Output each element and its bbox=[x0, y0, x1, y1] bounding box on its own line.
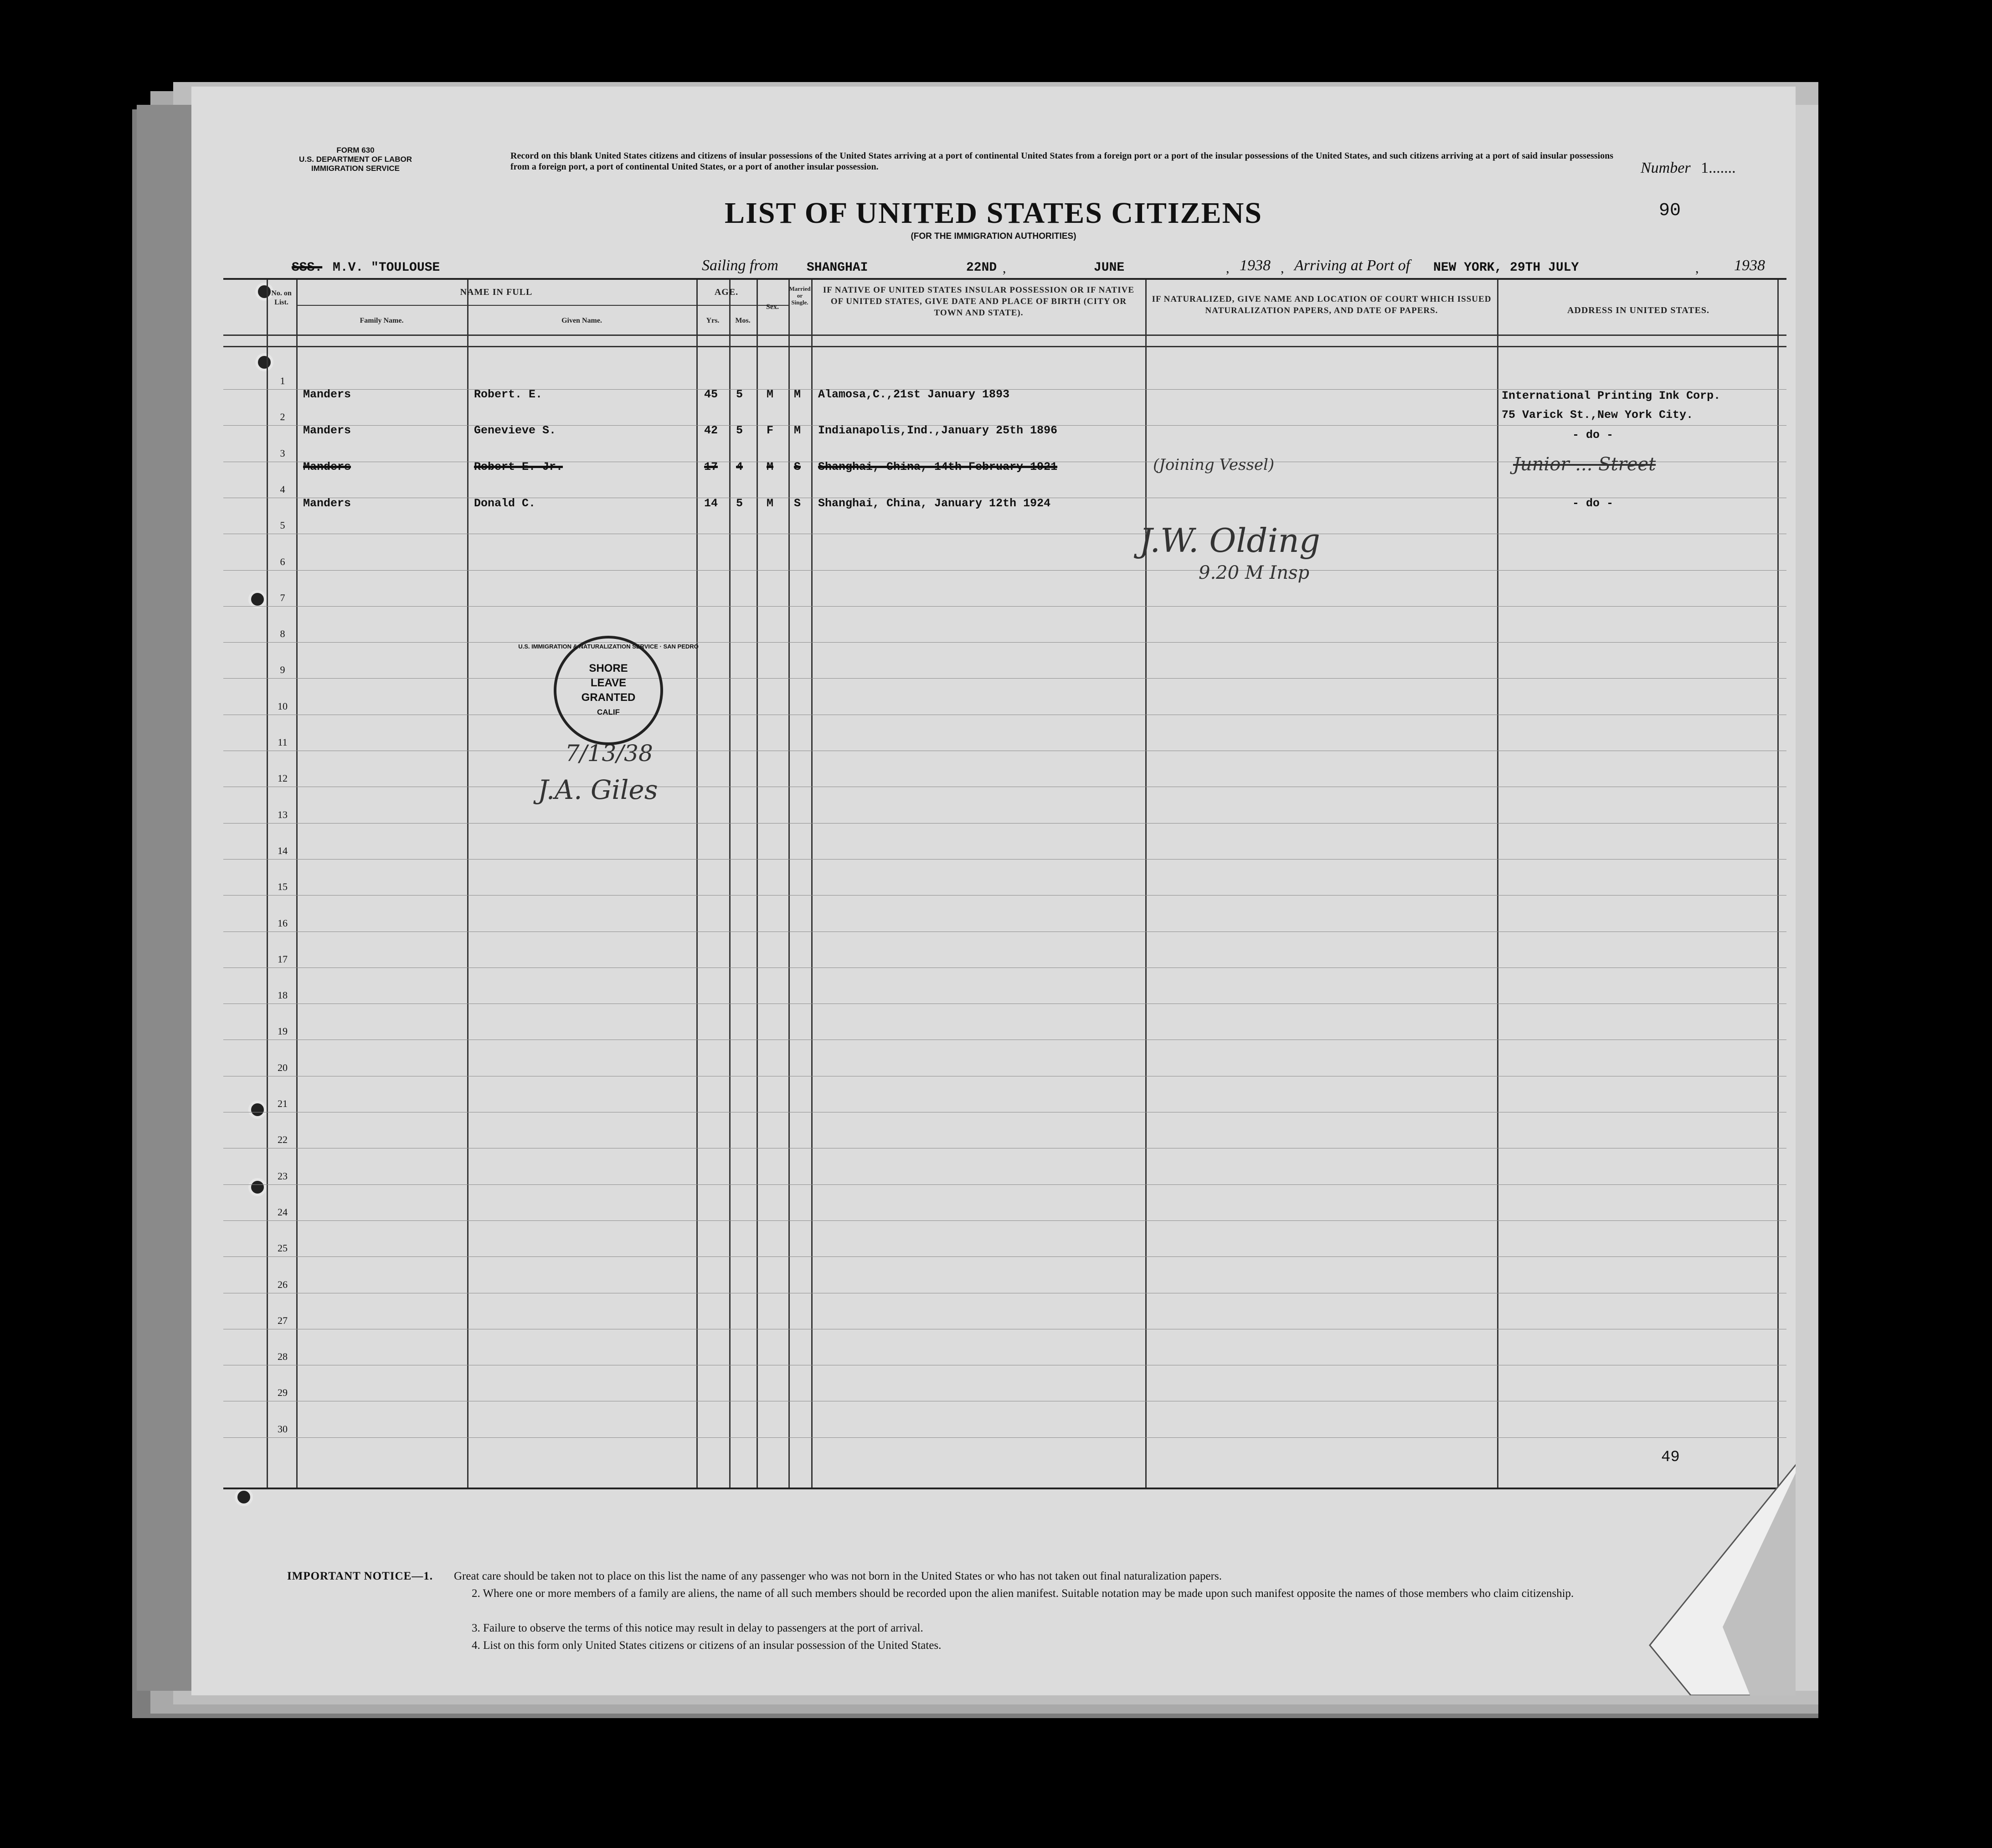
row3-address-handwritten: Junior ... Street bbox=[1513, 454, 1656, 475]
page-number: 90 bbox=[1659, 201, 1681, 221]
header-naturalized: IF NATURALIZED, GIVE NAME AND LOCATION OF COURT WHICH ISSUED NATURALIZATION PAPERS, AND DATE OF PAPERS. bbox=[1152, 294, 1492, 315]
arrival-year: 1938 bbox=[1734, 257, 1765, 274]
table-row bbox=[223, 1437, 1786, 1438]
sailing-day: 22ND bbox=[966, 261, 997, 275]
row-number: 24 bbox=[278, 1206, 288, 1218]
row-number: 22 bbox=[278, 1134, 288, 1146]
passenger-age-yrs: 42 bbox=[704, 424, 718, 437]
table-row bbox=[223, 1184, 1786, 1185]
passenger-age-mos: 5 bbox=[736, 424, 743, 437]
vessel-prefix-struck: SSS. bbox=[292, 261, 323, 275]
shore-leave-stamp bbox=[518, 636, 699, 745]
row-number: 11 bbox=[278, 736, 288, 748]
stamp-center bbox=[582, 661, 636, 720]
row-number: 21 bbox=[278, 1098, 288, 1109]
row-number: 29 bbox=[278, 1387, 288, 1399]
notice-item-3: 3. Failure to observe the terms of this notice may result in delay to passengers at the port of arrival. bbox=[472, 1622, 923, 1634]
row-number: 6 bbox=[280, 556, 285, 567]
row-number: 28 bbox=[278, 1351, 288, 1363]
header-yrs: Yrs. bbox=[706, 317, 720, 324]
stamp-initials-handwritten: J.A. Giles bbox=[538, 774, 658, 805]
passenger-address: - do - bbox=[1572, 497, 1614, 510]
stamp-line-1: SHORE LEAVE bbox=[589, 662, 628, 689]
corner-number: 49 bbox=[1661, 1449, 1680, 1466]
passenger-age-mos: 4 bbox=[736, 460, 743, 474]
form-identifier bbox=[273, 146, 438, 173]
row-number: 10 bbox=[278, 700, 288, 712]
voyage-line: SSS. M.V. "TOULOUSE Sailing from SHANGHAI 22ND , JUNE , 1938 , Arriving at Port of NEW YORK, 29TH JULY , 1938 bbox=[292, 257, 1765, 276]
passenger-birth: Indianapolis,Ind.,January 25th 1896 bbox=[818, 424, 1058, 437]
punch-hole bbox=[235, 1488, 253, 1506]
passenger-marital-status: S bbox=[794, 460, 801, 474]
passenger-marital-status: M bbox=[794, 424, 801, 437]
joining-vessel-note: (Joining Vessel) bbox=[1153, 456, 1275, 474]
table-row bbox=[223, 823, 1786, 824]
table-row bbox=[223, 1220, 1786, 1221]
passenger-address: - do - bbox=[1572, 428, 1614, 442]
passenger-marital-status: S bbox=[794, 497, 801, 510]
row-number: 14 bbox=[278, 844, 288, 856]
passenger-sex: M bbox=[767, 460, 774, 474]
stamp-date-handwritten: 7/13/38 bbox=[565, 740, 653, 767]
service-name: IMMIGRATION SERVICE bbox=[311, 164, 400, 173]
row-number: 20 bbox=[278, 1061, 288, 1073]
row-number: 26 bbox=[278, 1278, 288, 1290]
passenger-given-name: Robert. E. bbox=[474, 388, 543, 401]
port-from: SHANGHAI bbox=[807, 261, 868, 275]
passenger-given-name: Donald C. bbox=[474, 497, 536, 510]
column-rule bbox=[696, 280, 698, 1488]
passenger-given-name: Robert E. Jr. bbox=[474, 460, 563, 474]
header-given-name: Given Name. bbox=[561, 317, 602, 324]
passenger-age-mos: 5 bbox=[736, 497, 743, 510]
stamp-line-2: GRANTED bbox=[581, 691, 636, 704]
column-rule bbox=[1777, 280, 1779, 1488]
row-number: 23 bbox=[278, 1170, 288, 1182]
header-name-in-full: NAME IN FULL bbox=[460, 287, 533, 297]
header-no-on-list: No. on List. bbox=[271, 289, 292, 306]
passenger-sex: F bbox=[767, 424, 774, 437]
table-row bbox=[223, 606, 1786, 607]
list-number: Number 1....... bbox=[1641, 160, 1736, 176]
stamp-line-3: CALIF bbox=[597, 708, 620, 716]
folded-page-corner bbox=[1632, 1454, 1796, 1695]
header-mos: Mos. bbox=[735, 317, 751, 324]
vessel-name: M.V. "TOULOUSE bbox=[333, 261, 440, 275]
notice-item-4: 4. List on this form only United States citizens or citizens of an insular possession of the United States. bbox=[472, 1639, 942, 1652]
row-number: 12 bbox=[278, 772, 288, 784]
row-number: 27 bbox=[278, 1314, 288, 1326]
column-rule bbox=[729, 280, 731, 1488]
row-number: 3 bbox=[280, 447, 285, 459]
port-to: NEW YORK, 29TH JULY bbox=[1433, 261, 1579, 275]
sailing-label: Sailing from bbox=[702, 257, 778, 274]
row-number: 1 bbox=[280, 375, 285, 386]
header-address: ADDRESS IN UNITED STATES. bbox=[1567, 305, 1710, 315]
table-row bbox=[223, 859, 1786, 860]
table-row bbox=[223, 1256, 1786, 1257]
table-row bbox=[223, 895, 1786, 896]
header-rule bbox=[223, 346, 1786, 347]
passenger-sex: M bbox=[767, 497, 774, 510]
passenger-age-mos: 5 bbox=[736, 388, 743, 401]
page-subtitle: (FOR THE IMMIGRATION AUTHORITIES) bbox=[911, 232, 1076, 241]
header-family-name: Family Name. bbox=[360, 317, 404, 324]
inspector-signature-note: 9.20 M Insp bbox=[1199, 562, 1310, 583]
column-rule bbox=[1145, 280, 1147, 1488]
page-title: LIST OF UNITED STATES CITIZENS bbox=[725, 196, 1262, 230]
record-instruction: Record on this blank United States citizens and citizens of insular possessions of the United States arriving at a port of continental United States from a foreign port or a port of the insular possessions of the United States, and such citizens arriving at a port of said insular possessions from a foreign port, a port of continental United States, or a port of another insular possession. bbox=[510, 151, 1613, 172]
sailing-month: JUNE bbox=[1094, 261, 1125, 275]
passenger-age-yrs: 17 bbox=[704, 460, 718, 474]
row-number: 7 bbox=[280, 592, 285, 603]
stamp-ring-text: U.S. IMMIGRATION & NATURALIZATION SERVICE · SAN PEDRO bbox=[518, 643, 699, 650]
row-number: 30 bbox=[278, 1423, 288, 1435]
passenger-age-yrs: 45 bbox=[704, 388, 718, 401]
column-rule bbox=[811, 280, 813, 1488]
row-number: 16 bbox=[278, 917, 288, 929]
row-number: 2 bbox=[280, 411, 285, 423]
department-name: U.S. DEPARTMENT OF LABOR bbox=[299, 155, 412, 164]
row-number: 5 bbox=[280, 520, 285, 531]
passenger-marital-status: M bbox=[794, 388, 801, 401]
header-sex: Sex. bbox=[766, 303, 779, 311]
passenger-sex: M bbox=[767, 388, 774, 401]
arriving-label: Arriving at Port of bbox=[1294, 257, 1410, 274]
row-number: 13 bbox=[278, 808, 288, 820]
row-number: 8 bbox=[280, 628, 285, 640]
table-row bbox=[223, 678, 1786, 679]
manifest-page bbox=[191, 87, 1796, 1695]
notice-lead: IMPORTANT NOTICE—1. bbox=[287, 1570, 433, 1582]
notice-item-2: 2. Where one or more members of a family are aliens, the name of all such members should be recorded upon the alien manifest. Suitable notation may be made upon such manifest opposite the names of those members who claim citizenship. bbox=[472, 1587, 1574, 1600]
header-age: AGE. bbox=[714, 287, 739, 297]
passenger-family-name: Manders bbox=[303, 460, 351, 474]
table-row bbox=[223, 642, 1786, 643]
header-married-single: Married or Single. bbox=[789, 285, 811, 306]
column-rule bbox=[757, 280, 758, 1488]
header-rule bbox=[223, 335, 1786, 336]
header-subrule bbox=[296, 305, 788, 306]
row-number: 15 bbox=[278, 881, 288, 893]
passenger-given-name: Genevieve S. bbox=[474, 424, 556, 437]
row-number: 9 bbox=[280, 664, 285, 676]
column-rule bbox=[1497, 280, 1498, 1488]
passenger-family-name: Manders bbox=[303, 424, 351, 437]
column-rule bbox=[788, 280, 790, 1488]
passenger-birth: Shanghai, China, January 12th 1924 bbox=[818, 497, 1051, 510]
passenger-age-yrs: 14 bbox=[704, 497, 718, 510]
inspector-signature: J.W. Olding bbox=[1139, 521, 1320, 560]
passenger-birth: Shanghai, China, 14th February 1921 bbox=[818, 460, 1058, 474]
header-birth: IF NATIVE OF UNITED STATES INSULAR POSSESSION OR IF NATIVE OF UNITED STATES, GIVE DATE AND PLACE OF BIRTH (CITY OR TOWN AND STATE). bbox=[823, 285, 1135, 318]
binder-strip bbox=[137, 105, 196, 1691]
passenger-address: 75 Varick St.,New York City. bbox=[1502, 408, 1693, 422]
row-number: 4 bbox=[280, 483, 285, 495]
column-rule bbox=[467, 280, 468, 1488]
row-number: 25 bbox=[278, 1242, 288, 1254]
sailing-year: 1938 bbox=[1240, 257, 1271, 274]
table-row bbox=[223, 570, 1786, 571]
number-label: Number bbox=[1641, 160, 1691, 176]
passenger-birth: Alamosa,C.,21st January 1893 bbox=[818, 388, 1010, 401]
form-number: FORM 630 bbox=[336, 146, 375, 154]
row-number: 17 bbox=[278, 953, 288, 965]
passenger-address: International Printing Ink Corp. bbox=[1502, 389, 1721, 402]
notice-item-1: Great care should be taken not to place on this list the name of any passenger who was not born in the United States or who has not taken out final naturalization papers. bbox=[454, 1570, 1222, 1582]
number-value: 1 bbox=[1701, 160, 1709, 176]
row-number: 19 bbox=[278, 1025, 288, 1037]
row-number: 18 bbox=[278, 989, 288, 1001]
passenger-table bbox=[223, 278, 1786, 1489]
passenger-family-name: Manders bbox=[303, 388, 351, 401]
passenger-family-name: Manders bbox=[303, 497, 351, 510]
